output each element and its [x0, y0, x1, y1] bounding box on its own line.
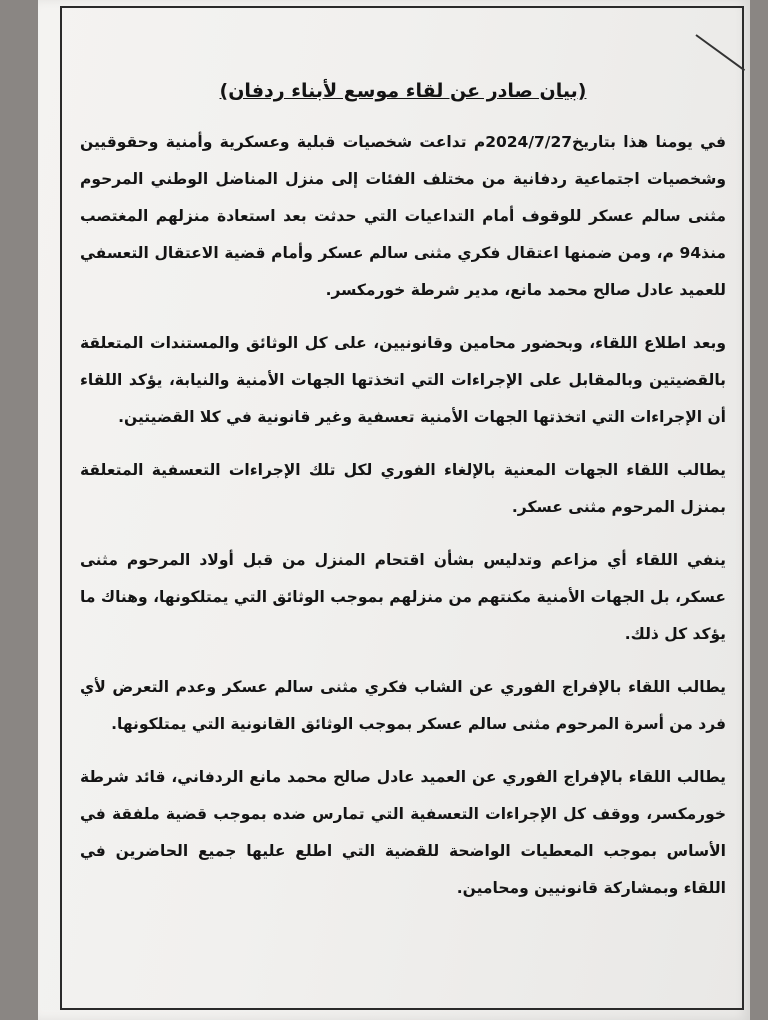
- paragraph-demand-cancel: يطالب اللقاء الجهات المعنية بالإلغاء الفوري لكل تلك الإجراءات التعسفية المتعلقة بمنزل المرحوم مثنى عسكر.: [80, 461, 726, 516]
- paragraph-intro: في يومنا هذا بتاريخ2024/7/27م تداعت شخصيات قبلية وعسكرية وأمنية وحقوقيين وشخصيات اجتماعية ردفانية من مختلف الفئات إلى منزل المناضل الوطني المرحوم مثنى سالم عسكر للوقوف أمام التداعيات التي حدثت بعد استعادة منزلهم المغتصب منذ94 م، ومن ضمنها اعتقال فكري مثنى سالم عسكر وأمام قضية الاعتقال التعسفي للعميد عادل صالح محمد مانع، مدير شرطة خورمكسر.: [80, 133, 726, 299]
- document-title: (بيان صادر عن لقاء موسع لأبناء ردفان): [219, 80, 587, 102]
- paragraph-findings: وبعد اطلاع اللقاء، وبحضور محامين وقانونيين، على كل الوثائق والمستندات المتعلقة بالقضيتين وبالمقابل على الإجراءات التي اتخذتها الجهات الأمنية والنيابة، يؤكد اللقاء أن الإجراءات التي اتخذتها الجهات الأمنية تعسفية وغير قانونية في كلا القضيتين.: [80, 334, 726, 426]
- paragraph-demand-release-adel: يطالب اللقاء بالإفراج الفوري عن العميد عادل صالح محمد مانع الردفاني، قائد شرطة خورمكسر، ووقف كل الإجراءات التعسفية التي تمارس ضده بموجب قضية ملفقة في الأساس بموجب المعطيات الواضحة للقضية التي اطلع عليها جميع الحاضرين في اللقاء وبمشاركة قانونيين ومحامين.: [80, 768, 726, 897]
- statement-document: [80, 80, 726, 923]
- paragraph-denial: ينفي اللقاء أي مزاعم وتدليس بشأن اقتحام المنزل من قبل أولاد المرحوم مثنى عسكر، بل الجهات الأمنية مكنتهم من منزلهم بموجب الوثائق التي يمتلكونها، وهناك ما يؤكد كل ذلك.: [80, 551, 726, 643]
- paragraph-demand-release-fikri: يطالب اللقاء بالإفراج الفوري عن الشاب فكري مثنى سالم عسكر وعدم التعرض لأي فرد من أسرة المرحوم مثنى سالم عسكر بموجب الوثائق القانونية التي يمتلكونها.: [80, 678, 726, 733]
